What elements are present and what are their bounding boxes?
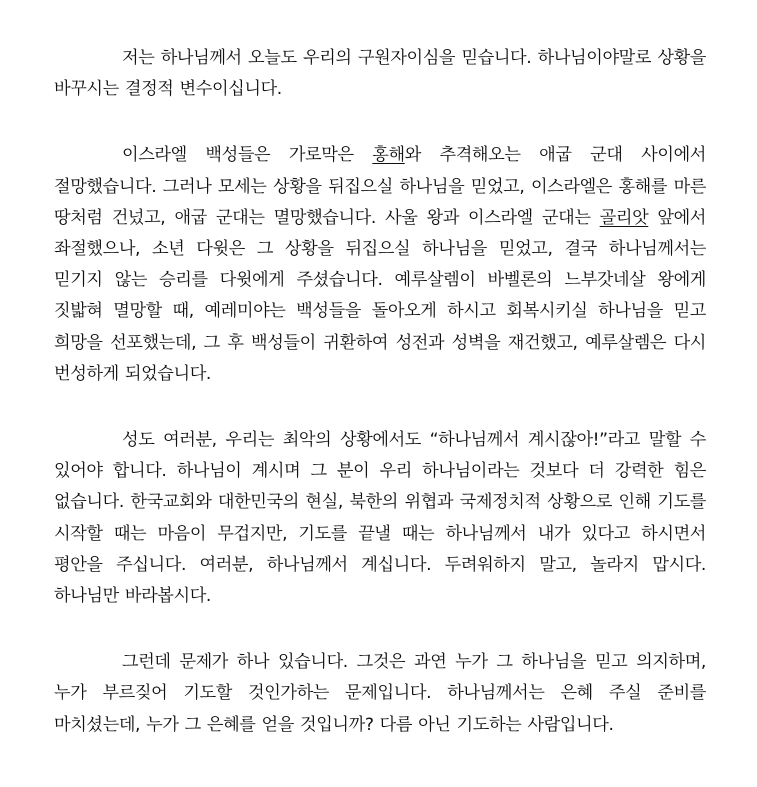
paragraph-2-text-c: 앞에서 좌절했으나, 소년 다윗은 그 상황을 뒤집으실 하나님을 믿었고, 결국 하나님께서는 믿기지 않는 승리를 다윗에게 주셨습니다. 예루살렘이 바벨론의 느부갓네살 왕에게 짓밟혀 멸망할 때, 예레미야는 백성들을 돌아오게 하시고 회복시키실 하나님을 믿고 희망을 선포했는데, 그 후 백성들이 귀환하여 성전과 성벽을 재건했고, 예루살렘은 다시 번성하게 되었습니다. (54, 207, 706, 384)
paragraph-2-text-a: 이스라엘 백성들은 가로막은 (122, 145, 373, 166)
paragraph-1-text: 저는 하나님께서 오늘도 우리의 구원자이심을 믿습니다. 하나님이야말로 상황을 바꾸시는 결정적 변수이십니다. (54, 48, 706, 100)
underlined-word-goliath: 골리앗 (599, 207, 649, 228)
paragraph-3 (54, 425, 706, 612)
paragraph-2 (54, 140, 706, 390)
underlined-word-red-sea: 홍해 (372, 145, 405, 166)
paragraph-4-text: 그런데 문제가 하나 있습니다. 그것은 과연 누가 그 하나님을 믿고 의지하며, 누가 부르짖어 기도할 것인가하는 문제입니다. 하나님께서는 은혜 주실 준비를 마치셨는데, 누가 그 은혜를 얻을 것입니까? 다름 아닌 기도하는 사람입니다. (54, 652, 706, 735)
paragraph-1 (54, 43, 706, 105)
paragraph-4 (54, 647, 706, 741)
paragraph-2-text-b: 와 추격해오는 애굽 군대 사이에서 절망했습니다. 그러나 모세는 상황을 뒤집으실 하나님을 믿었고, 이스라엘은 홍해를 마른 땅처럼 건넜고, 애굽 군대는 멸망했습니다. 사울 왕과 이스라엘 군대는 (54, 145, 706, 228)
paragraph-3-text: 성도 여러분, 우리는 최악의 상황에서도 “하나님께서 계시잖아!”라고 말할 수 있어야 합니다. 하나님이 계시며 그 분이 우리 하나님이라는 것보다 더 강력한 힘은 없습니다. 한국교회와 대한민국의 현실, 북한의 위협과 국제정치적 상황으로 인해 기도를 시작할 때는 마음이 무겁지만, 기도를 끝낼 때는 하나님께서 내가 있다고 하시면서 평안을 주십니다. 여러분, 하나님께서 계십니다. 두려워하지 말고, 놀라지 맙시다. 하나님만 바라봅시다. (54, 430, 706, 607)
